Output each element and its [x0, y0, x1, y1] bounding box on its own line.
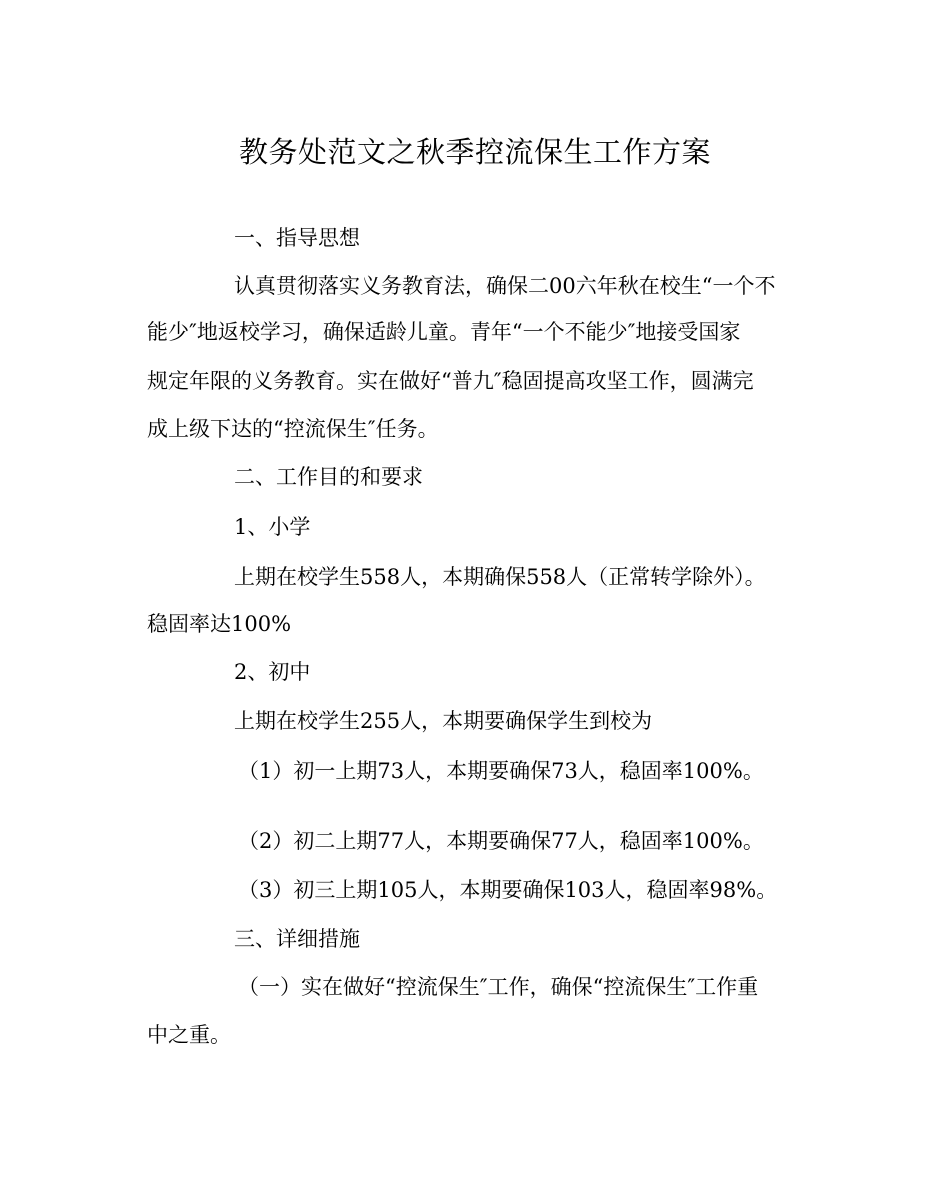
- paragraph-line: 中之重。: [147, 1023, 231, 1047]
- paragraph-line: 规定年限的义务教育。实在做好“普九″稳固提高攻坚工作，圆满完: [147, 369, 754, 393]
- list-item-grade-8: （2）初二上期77人，本期要确保77人，稳固率100%。: [238, 829, 764, 853]
- paragraph-line: 稳固率达100%: [147, 612, 292, 636]
- paragraph-line: 上期在校学生255人，本期要确保学生到校为: [234, 709, 653, 733]
- list-item-grade-9: （3）初三上期105人，本期要确保103人，稳固率98%。: [238, 878, 778, 902]
- section-heading-guiding-idea: 一、指导思想: [234, 226, 360, 250]
- subheading-junior-high: 2、初中: [234, 660, 311, 684]
- document-title: 教务处范文之秋季控流保生工作方案: [238, 135, 711, 169]
- subheading-primary-school: 1、小学: [234, 515, 311, 539]
- paragraph-line: 能少″地返校学习，确保适龄儿童。青年“一个不能少″地接受国家: [147, 320, 741, 344]
- paragraph-line: 认真贯彻落实义务教育法，确保二00六年秋在校生“一个不: [234, 274, 776, 298]
- section-heading-measures: 三、详细措施: [234, 927, 360, 951]
- list-item-grade-7: （1）初一上期73人，本期要确保73人，稳固率100%。: [238, 759, 764, 783]
- section-heading-goals: 二、工作目的和要求: [234, 465, 423, 489]
- paragraph-line: （一）实在做好“控流保生″工作，确保“控流保生″工作重: [238, 975, 759, 999]
- paragraph-line: 上期在校学生558人，本期确保558人（正常转学除外）。: [234, 565, 766, 589]
- paragraph-line: 成上级下达的“控流保生″任务。: [147, 417, 439, 441]
